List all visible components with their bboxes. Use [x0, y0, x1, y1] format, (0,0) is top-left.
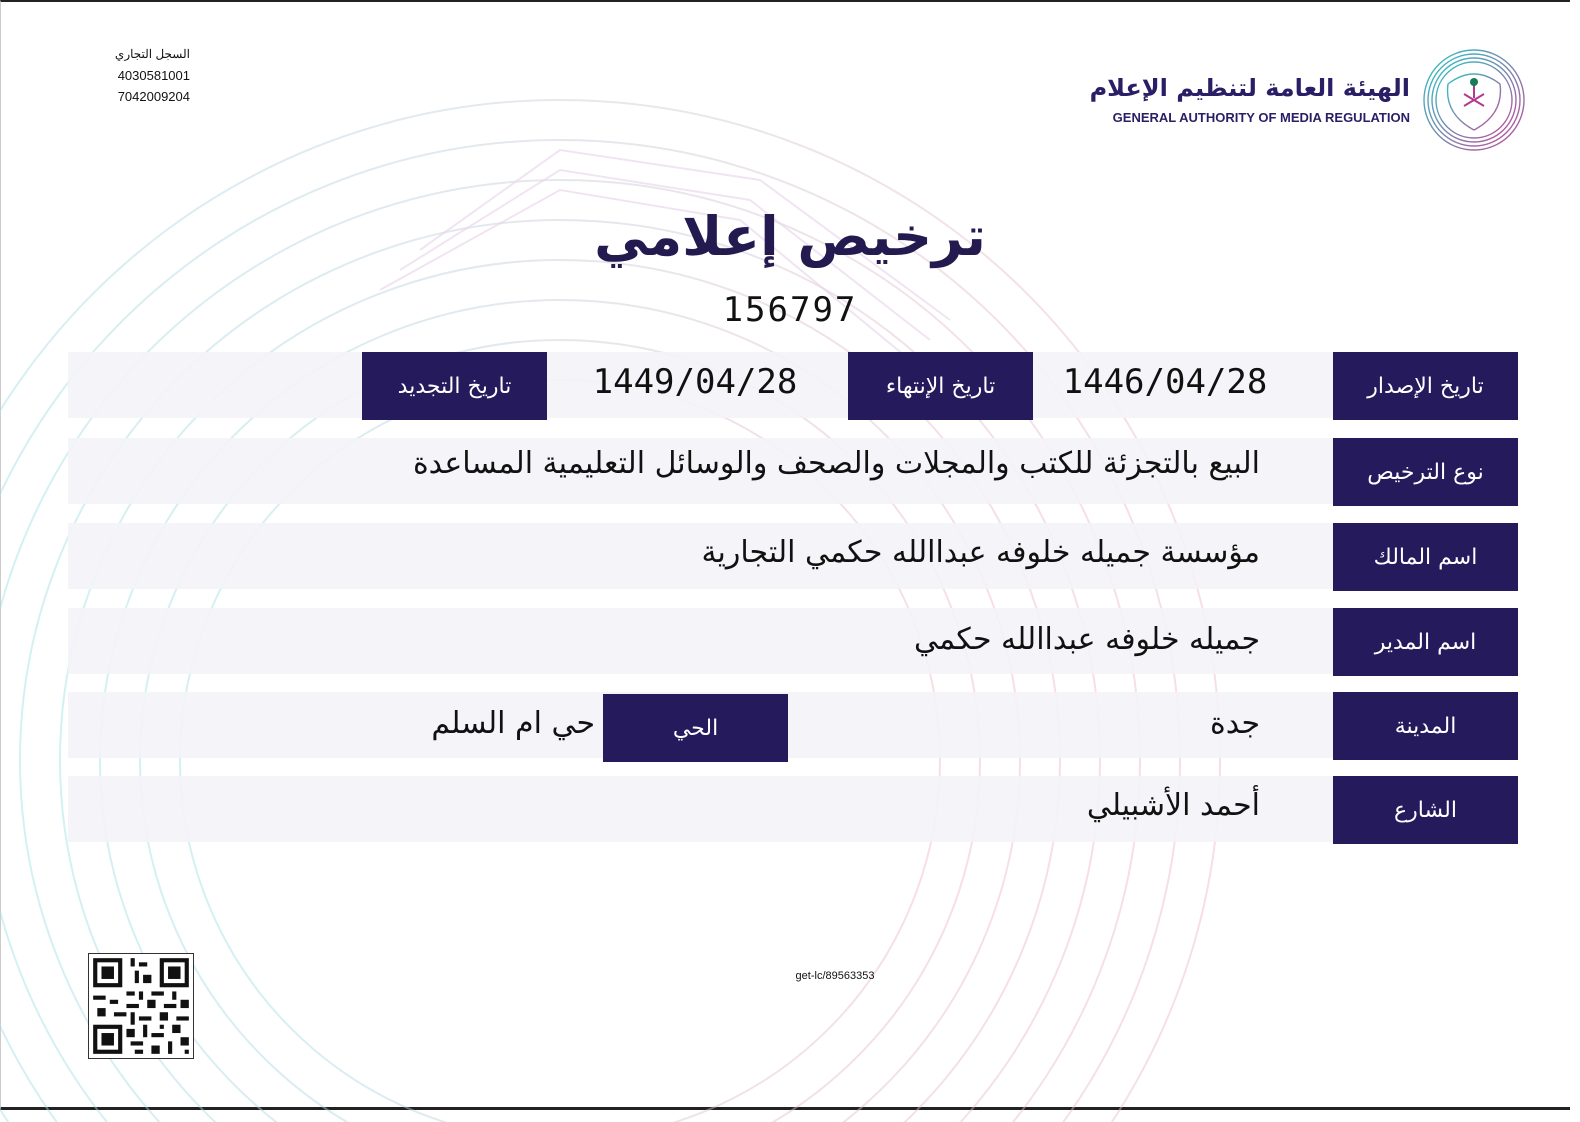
owner-name-value: مؤسسة جميله خلوفه عبداالله حكمي التجارية: [701, 535, 1260, 570]
manager-row: [68, 608, 1518, 674]
authority-logo: [1060, 44, 1530, 154]
certificate-title: ترخيص إعلامي: [594, 205, 986, 268]
commercial-register-label: السجل التجاري: [114, 47, 190, 61]
issue-date-label: تاريخ الإصدار: [1333, 352, 1518, 420]
renewal-date-label: تاريخ التجديد: [362, 352, 547, 420]
street-value: أحمد الأشبيلي: [1086, 788, 1260, 823]
secondary-number: 7042009204: [117, 89, 190, 104]
commercial-register-number: 4030581001: [117, 68, 190, 83]
expiry-date-label: تاريخ الإنتهاء: [848, 352, 1033, 420]
license-type-label: نوع الترخيص: [1333, 438, 1518, 506]
manager-name-label: اسم المدير: [1333, 608, 1518, 676]
qr-code-icon: [88, 953, 194, 1059]
city-label: المدينة: [1333, 692, 1518, 760]
saudi-emblem-icon: [1418, 44, 1530, 156]
commercial-register-block: [100, 44, 190, 107]
license-number: 156797: [722, 290, 858, 330]
street-row: [68, 776, 1518, 842]
expiry-date-value: 1449/04/28: [592, 362, 798, 402]
authority-name-ar: الهيئة العامة لتنظيم الإعلام: [1089, 74, 1410, 102]
license-type-value: البيع بالتجزئة للكتب والمجلات والصحف والوسائل التعليمية المساعدة: [412, 446, 1260, 481]
owner-name-label: اسم المالك: [1333, 523, 1518, 591]
issue-date-value: 1446/04/28: [1062, 362, 1268, 402]
manager-name-value: جميله خلوفه عبداالله حكمي: [914, 622, 1260, 657]
district-value: حي ام السلم: [431, 706, 595, 741]
district-label: الحي: [603, 694, 788, 762]
city-value: جدة: [1209, 706, 1260, 741]
street-label: الشارع: [1333, 776, 1518, 844]
verification-url[interactable]: get-lc/89563353: [795, 970, 875, 982]
authority-name-en: GENERAL AUTHORITY OF MEDIA REGULATION: [1112, 110, 1410, 125]
location-row: [68, 692, 1518, 758]
